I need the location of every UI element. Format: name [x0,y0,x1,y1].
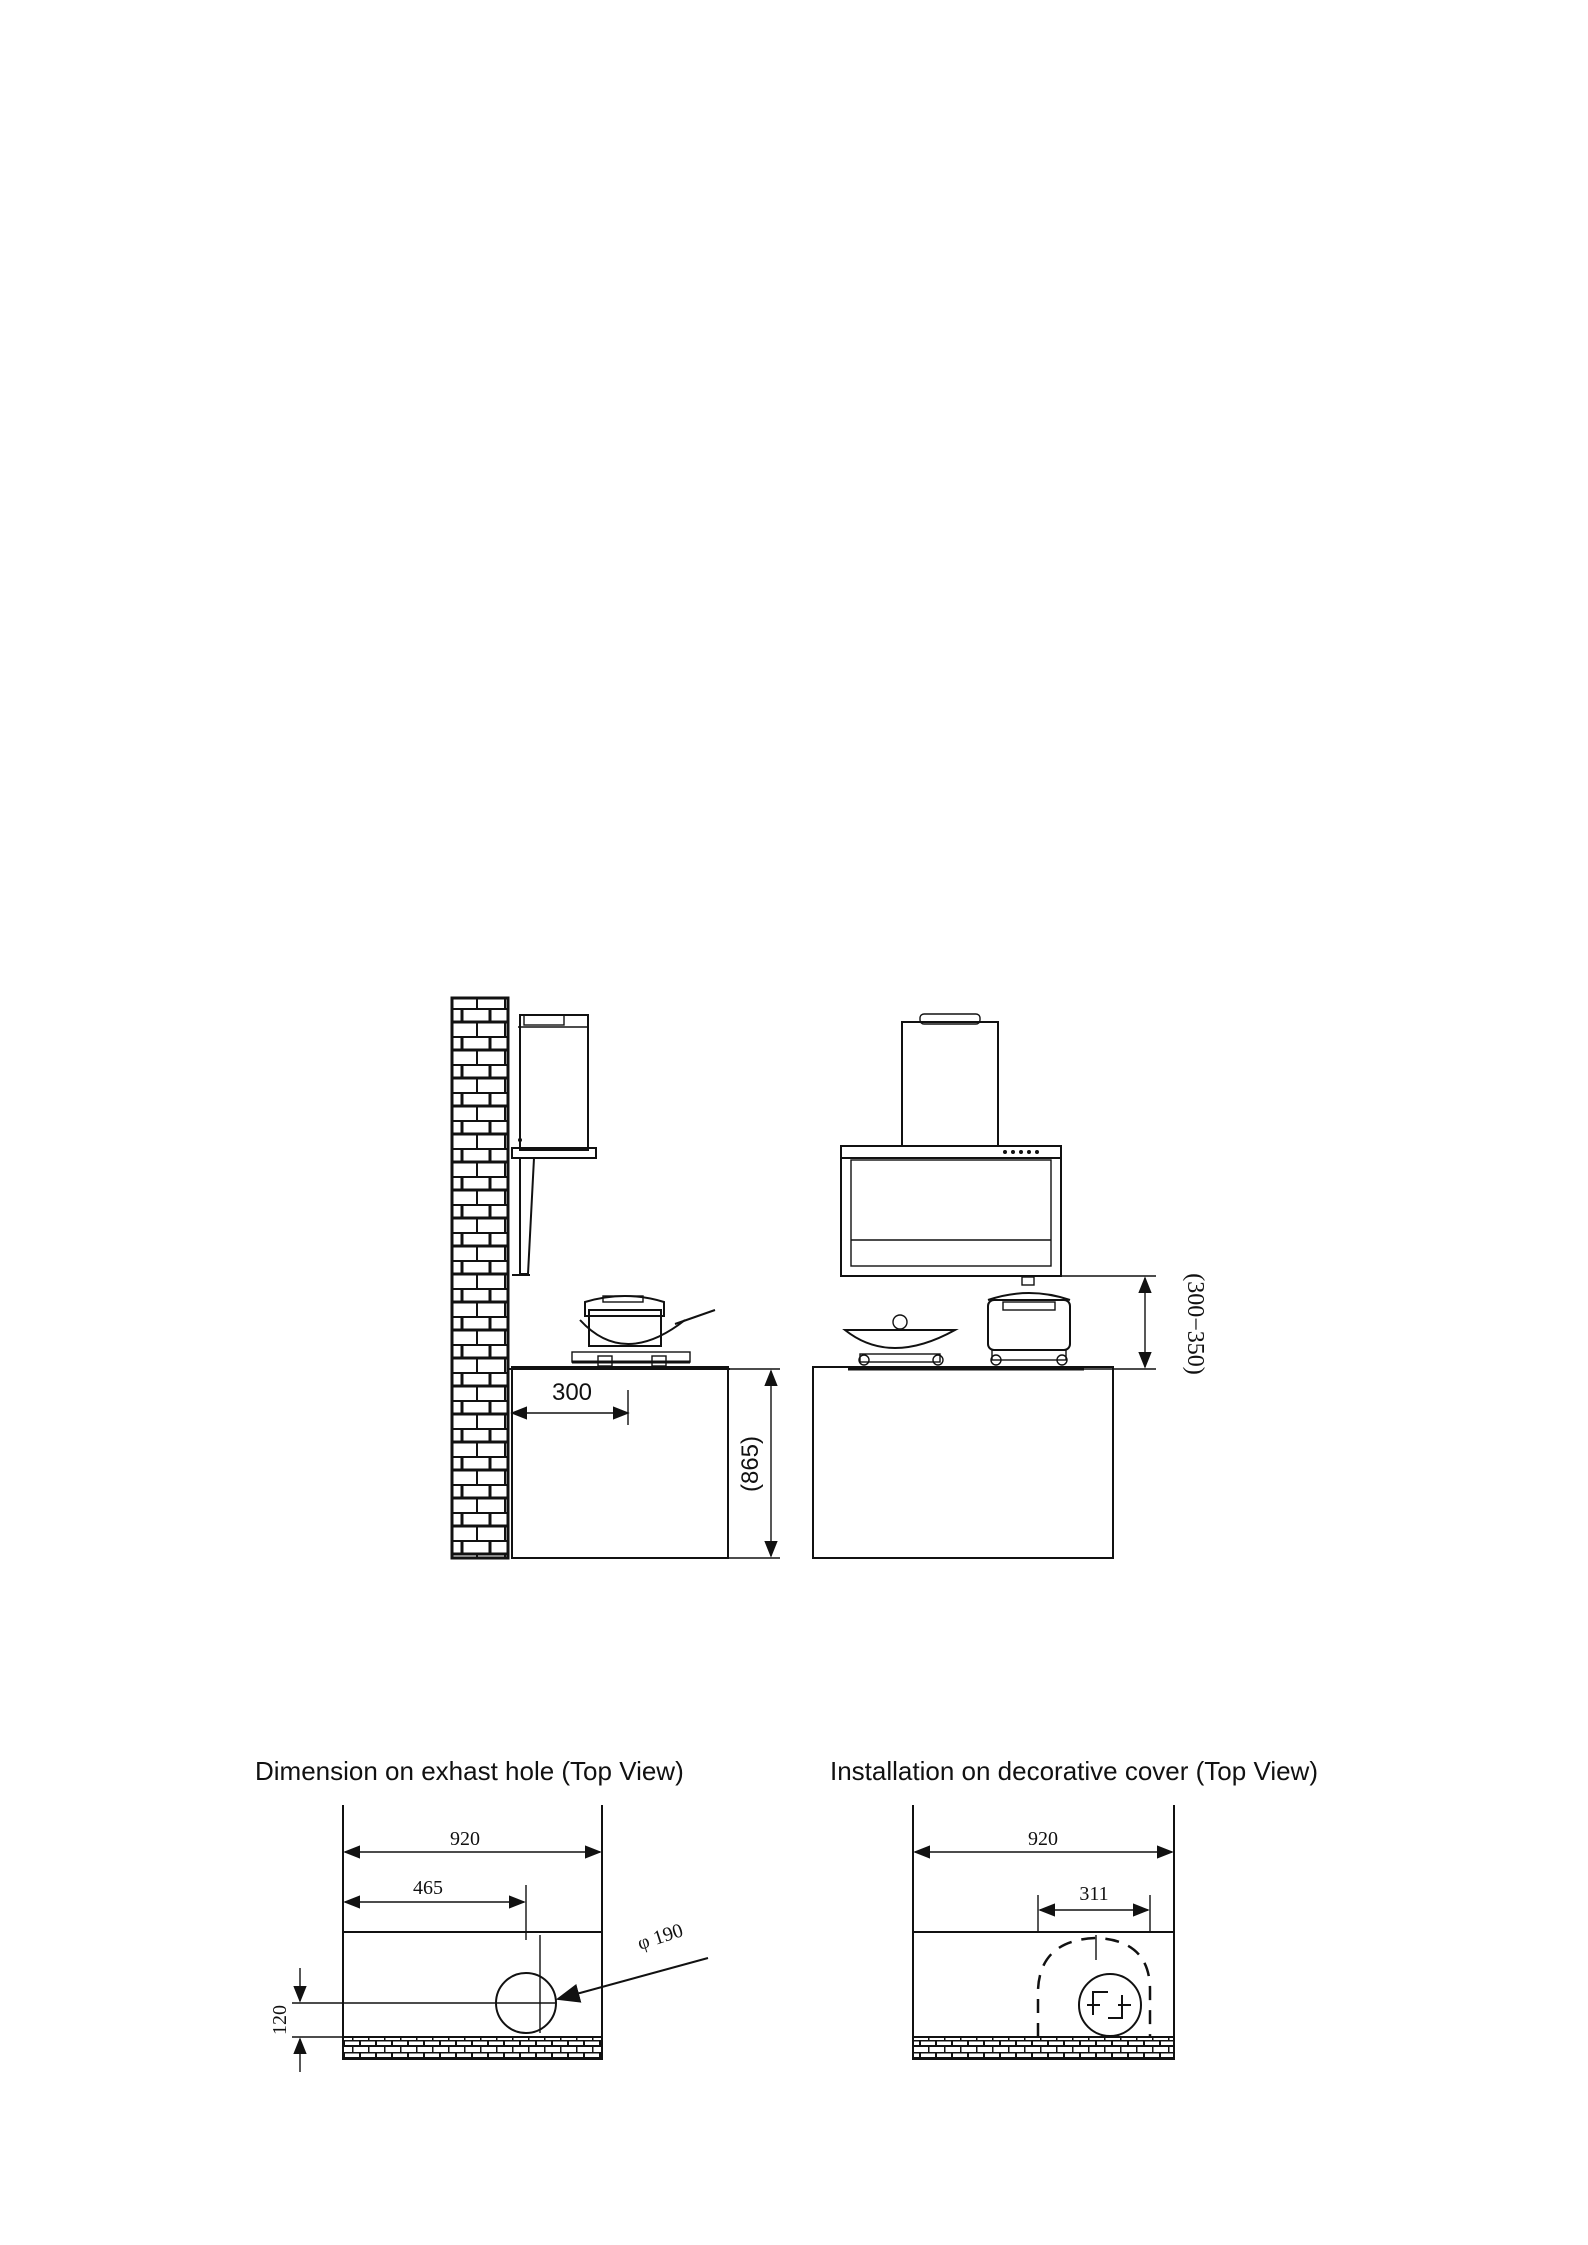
exhast-width-label: 920 [450,1828,480,1850]
cover-top-view [830,1756,1318,2060]
cover-top-view-title: Installation on decorative cover (Top View) [830,1756,1318,1786]
wall-strip [913,2037,1174,2059]
brick-wall [452,998,508,1558]
counter-side [512,1367,728,1558]
hood-body-side [512,1138,596,1275]
counter-height-dimension [728,1369,780,1558]
exhast-top-view-title: Dimension on exhast hole (Top View) [255,1756,684,1786]
exhast-depth-label: 120 [269,2005,291,2035]
side-view [452,998,780,1558]
wall-strip [343,2037,602,2059]
counter-front [813,1367,1113,1558]
cover-width-label: 920 [1028,1828,1058,1850]
hood-height-label: (300−350) [1182,1273,1208,1375]
front-view [813,1014,1208,1558]
counter-height-label: (865) [737,1435,764,1493]
hood-chimney-side [518,1015,588,1150]
exhast-center-label: 465 [413,1877,443,1899]
hood-height-dimension [1061,1273,1208,1375]
wok-front-icon [845,1315,955,1365]
counter-distance-label: 300 [551,1379,593,1406]
hood-chimney-front [902,1014,998,1146]
cover-offset-label: 311 [1079,1883,1109,1905]
decorative-cover-outline [1038,1938,1150,2037]
wok-icon [572,1310,715,1366]
distance-dimension [512,1379,628,1425]
exhast-diameter-label: φ 190 [634,1919,686,1955]
stock-pot-icon [988,1277,1070,1365]
exhast-top-view [255,1756,708,2072]
hood-canopy-front [841,1146,1061,1276]
